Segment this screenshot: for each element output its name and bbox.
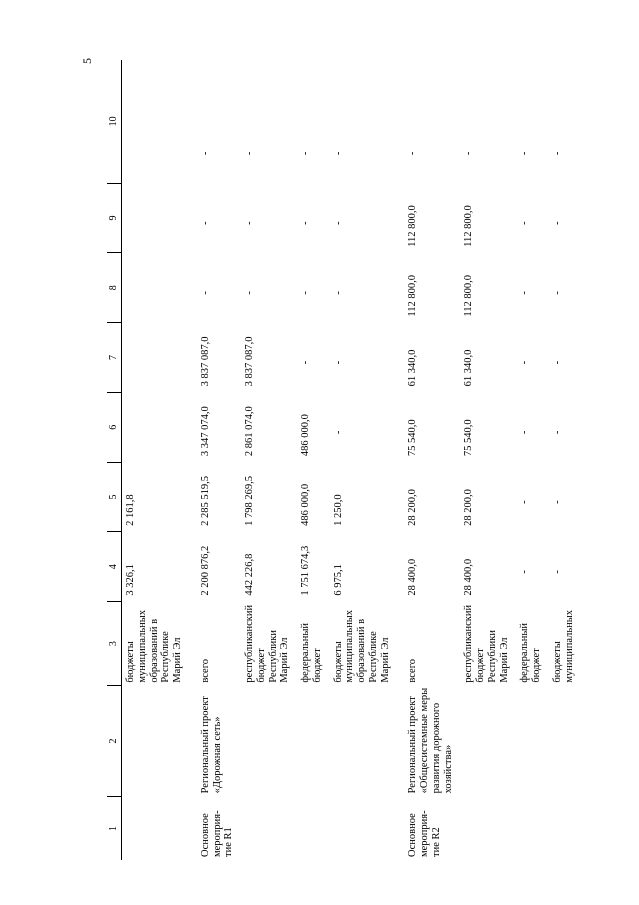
table-row [549,60,582,860]
table-row [241,60,297,860]
table-cell [460,796,516,860]
table-cell: 1 798 269,5 [244,475,255,526]
table-cell: - [199,221,211,225]
table-cell: - [519,500,531,504]
table-cell: 112 800,0 [463,205,475,247]
page-number: 5 [80,58,94,64]
table-cell: 112 800,0 [463,275,475,317]
table-cell [516,796,549,860]
table-row [516,60,549,860]
table-cell: - [551,360,563,365]
column-header: 1 [107,796,122,860]
table-cell: 1 751 674,3 [300,545,311,596]
table-cell: 28 400,0 [463,558,475,596]
table-cell [297,686,330,797]
table-cell: 2 200 876,2 [199,545,211,596]
table-cell: бюджеты муниципальных образований в Республике Марий Эл [332,609,391,683]
table-cell [122,323,190,393]
table-cell: 2 161,8 [125,494,136,526]
table-cell: - [519,360,531,365]
table-cell: - [332,291,344,295]
table-cell: 3 837 087,0 [199,336,211,387]
budget-table [107,60,581,860]
column-header: 9 [107,183,122,253]
table-cell: республиканский бюджет Республики Марий Эл [244,604,291,683]
table-cell: - [300,291,311,295]
table-cell: 28 200,0 [407,489,419,526]
table-cell: - [199,291,211,295]
table-cell: республиканский бюджет Республики Марий Эл [463,604,510,683]
table-cell: - [199,151,211,156]
table-cell: 2 861 074,0 [244,406,255,457]
table-cell [297,796,330,860]
table-cell: 442 226,8 [244,553,255,596]
table-cell: - [519,221,531,225]
table-cell: 28 200,0 [463,489,475,526]
table-cell: - [300,221,311,225]
table-cell: Основное мероприя-тие R2 [407,810,442,857]
table-cell: 112 800,0 [407,275,419,317]
table-row [397,60,460,860]
column-header: 5 [107,462,122,532]
table-cell: 75 540,0 [407,419,419,457]
table-cell [460,686,516,797]
table-cell: 28 400,0 [407,558,419,596]
table-cell: 486 000,0 [300,483,311,526]
table-cell [549,796,582,860]
table-cell: - [519,430,531,435]
table-row [190,60,241,860]
table-cell: - [244,221,255,225]
column-header: 7 [107,323,122,393]
table-cell [122,392,190,462]
table-cell: - [551,500,563,504]
table-cell: бюджеты муниципальных [551,609,575,683]
table-cell: бюджеты муниципальных образований в Республике Марий Эл [125,609,183,683]
table-row [297,60,330,860]
table-cell: Региональный проект «Дорожная сеть» [199,696,223,794]
table-cell: 61 340,0 [407,349,419,387]
column-header: 4 [107,532,122,602]
table-cell [241,686,297,797]
table-cell [122,183,190,253]
table-cell: - [244,151,255,156]
table-cell [241,796,297,860]
table-cell: 3 326,1 [125,564,136,596]
table-cell: - [332,221,344,225]
table-cell: - [332,430,344,435]
table-cell: Основное мероприя-тие R1 [199,810,235,857]
table-cell: - [551,291,563,295]
table-cell: 6 975,1 [332,564,344,596]
column-header: 6 [107,392,122,462]
table-cell: - [551,430,563,435]
table-cell: - [519,151,531,156]
table-cell: федеральный бюджет [300,623,323,683]
table-cell: - [463,151,475,156]
table-cell: 3 347 074,0 [199,406,211,457]
table-cell: 2 285 519,5 [199,475,211,526]
column-header: 2 [107,686,122,797]
table-cell: всего [199,659,211,683]
table-cell: - [551,151,563,156]
table-cell: Региональный проект «Общесистемные меры развития дорожного хозяйства» [407,687,454,794]
table-cell: 1 250,0 [332,494,344,526]
table-cell: - [407,151,419,156]
table-cell: - [519,291,531,295]
table-cell: - [332,360,344,365]
table-cell [330,686,398,797]
table-cell: - [300,360,311,365]
column-header: 3 [107,602,122,686]
header-row [107,60,122,860]
rotated-table-container [107,60,627,860]
table-row [330,60,398,860]
table-cell: 486 000,0 [300,414,311,457]
table-row [122,60,190,860]
table-cell: - [300,151,311,156]
table-cell: 75 540,0 [463,419,475,457]
table-cell: - [551,570,563,574]
table-row [460,60,516,860]
table-cell: федеральный бюджет [519,623,542,683]
column-header: 10 [107,60,122,183]
table-cell: - [551,221,563,225]
table-body [122,60,582,860]
table-cell [122,796,190,860]
table-cell: - [519,570,531,574]
table-cell: 112 800,0 [407,205,419,247]
table-cell: 61 340,0 [463,349,475,387]
table-cell [330,796,398,860]
table-cell: 3 837 087,0 [244,336,255,387]
table-cell [122,60,190,183]
table-cell: - [244,291,255,295]
table-cell [516,686,549,797]
table-cell [122,253,190,323]
column-header: 8 [107,253,122,323]
table-cell: - [332,151,344,156]
table-cell: всего [407,659,419,683]
table-cell [122,686,190,797]
table-cell [549,686,582,797]
